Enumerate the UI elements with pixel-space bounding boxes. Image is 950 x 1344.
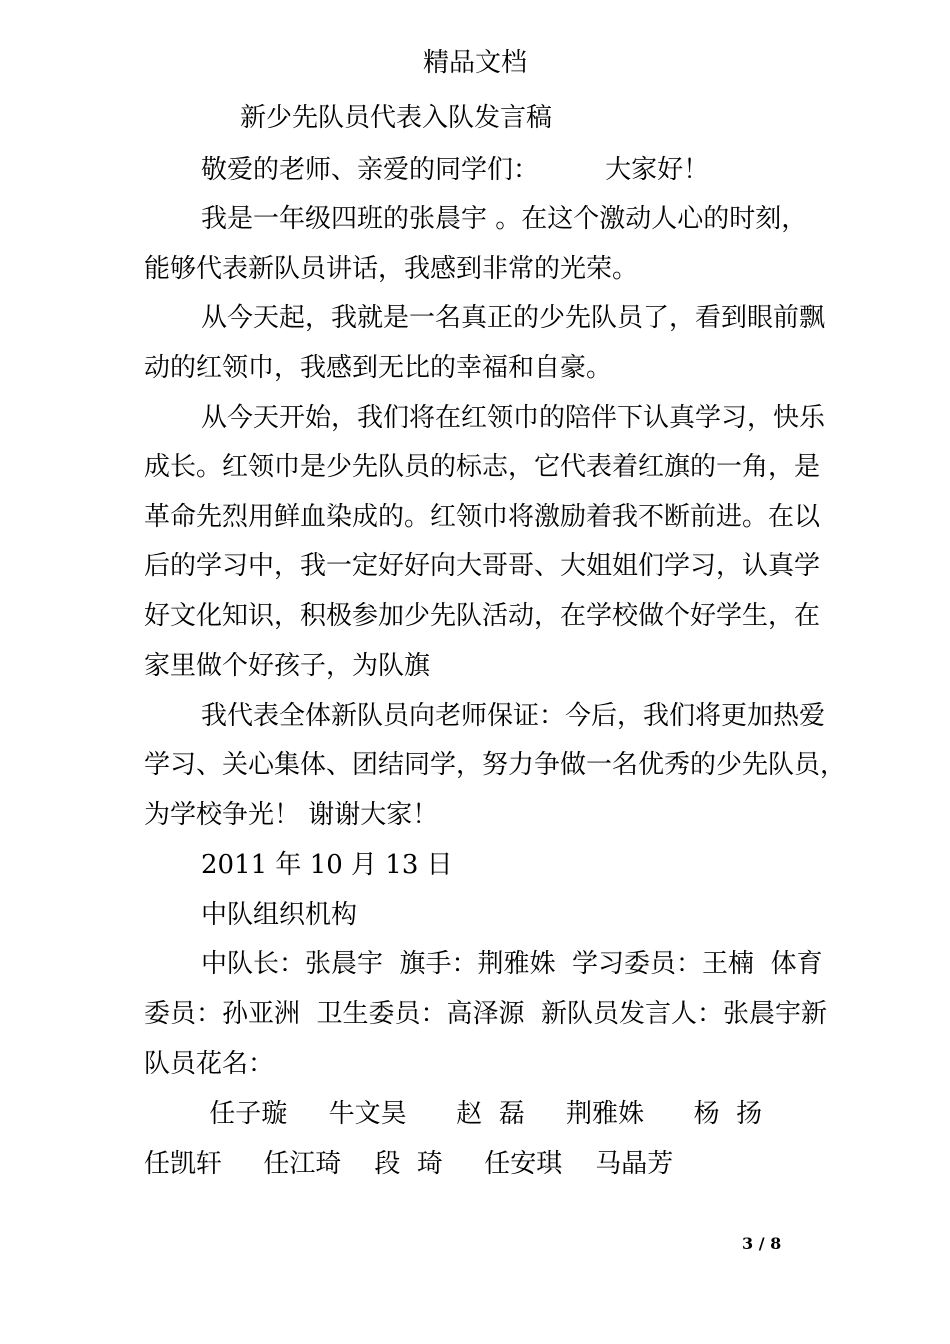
paragraph-line: 学习、关心集体、团结同学，努力争做一名优秀的少先队员， <box>144 750 847 780</box>
greeting-line: 敬爱的老师、亲爱的同学们： 大家好！ <box>201 155 710 185</box>
paragraph-line: 家里做个好孩子，为队旗 <box>144 651 431 681</box>
roster-row: 任凯轩 任江琦 段 琦 任安琪 马晶芳 <box>144 1149 674 1179</box>
paragraph-line: 我代表全体新队员向老师保证：今后，我们将更加热爱 <box>201 701 826 731</box>
section-heading: 中队组织机构 <box>201 900 358 930</box>
paragraph-line: 从今天起，我就是一名真正的少先队员了，看到眼前飘 <box>201 303 826 333</box>
paragraph-line: 能够代表新队员讲话，我感到非常的光荣。 <box>144 254 639 284</box>
paragraph-line: 我是一年级四班的张晨宇 。在这个激动人心的时刻， <box>201 204 808 234</box>
roster-row: 任子璇 牛文昊 赵 磊 荆雅姝 杨 扬 <box>201 1099 763 1129</box>
paragraph-line: 革命先烈用鲜血染成的。红领巾将激励着我不断前进。在以 <box>144 502 821 532</box>
paragraph-line: 为学校争光！ 谢谢大家！ <box>144 800 439 830</box>
document-title: 新少先队员代表入队发言稿 <box>240 103 553 133</box>
page-number: 3 / 8 <box>742 1234 782 1253</box>
paragraph-line: 后的学习中，我一定好好向大哥哥、大姐姐们学习，认真学 <box>144 551 821 581</box>
paragraph-line: 动的红领巾，我感到无比的幸福和自豪。 <box>144 353 613 383</box>
roles-line: 委员：孙亚洲 卫生委员：高泽源 新队员发言人：张晨宇新 <box>144 999 828 1029</box>
roles-line: 中队长：张晨宇 旗手：荆雅姝 学习委员：王楠 体育 <box>201 949 823 979</box>
paragraph-line: 从今天开始，我们将在红领巾的陪伴下认真学习，快乐 <box>201 403 826 433</box>
paragraph-line: 好文化知识，积极参加少先队活动，在学校做个好学生，在 <box>144 601 821 631</box>
page-header: 精品文档 <box>422 48 527 78</box>
date-line: 2011 年 10 月 13 日 <box>201 850 453 880</box>
paragraph-line: 成长。红领巾是少先队员的标志，它代表着红旗的一角，是 <box>144 452 821 482</box>
roster-heading: 队员花名： <box>144 1049 275 1079</box>
